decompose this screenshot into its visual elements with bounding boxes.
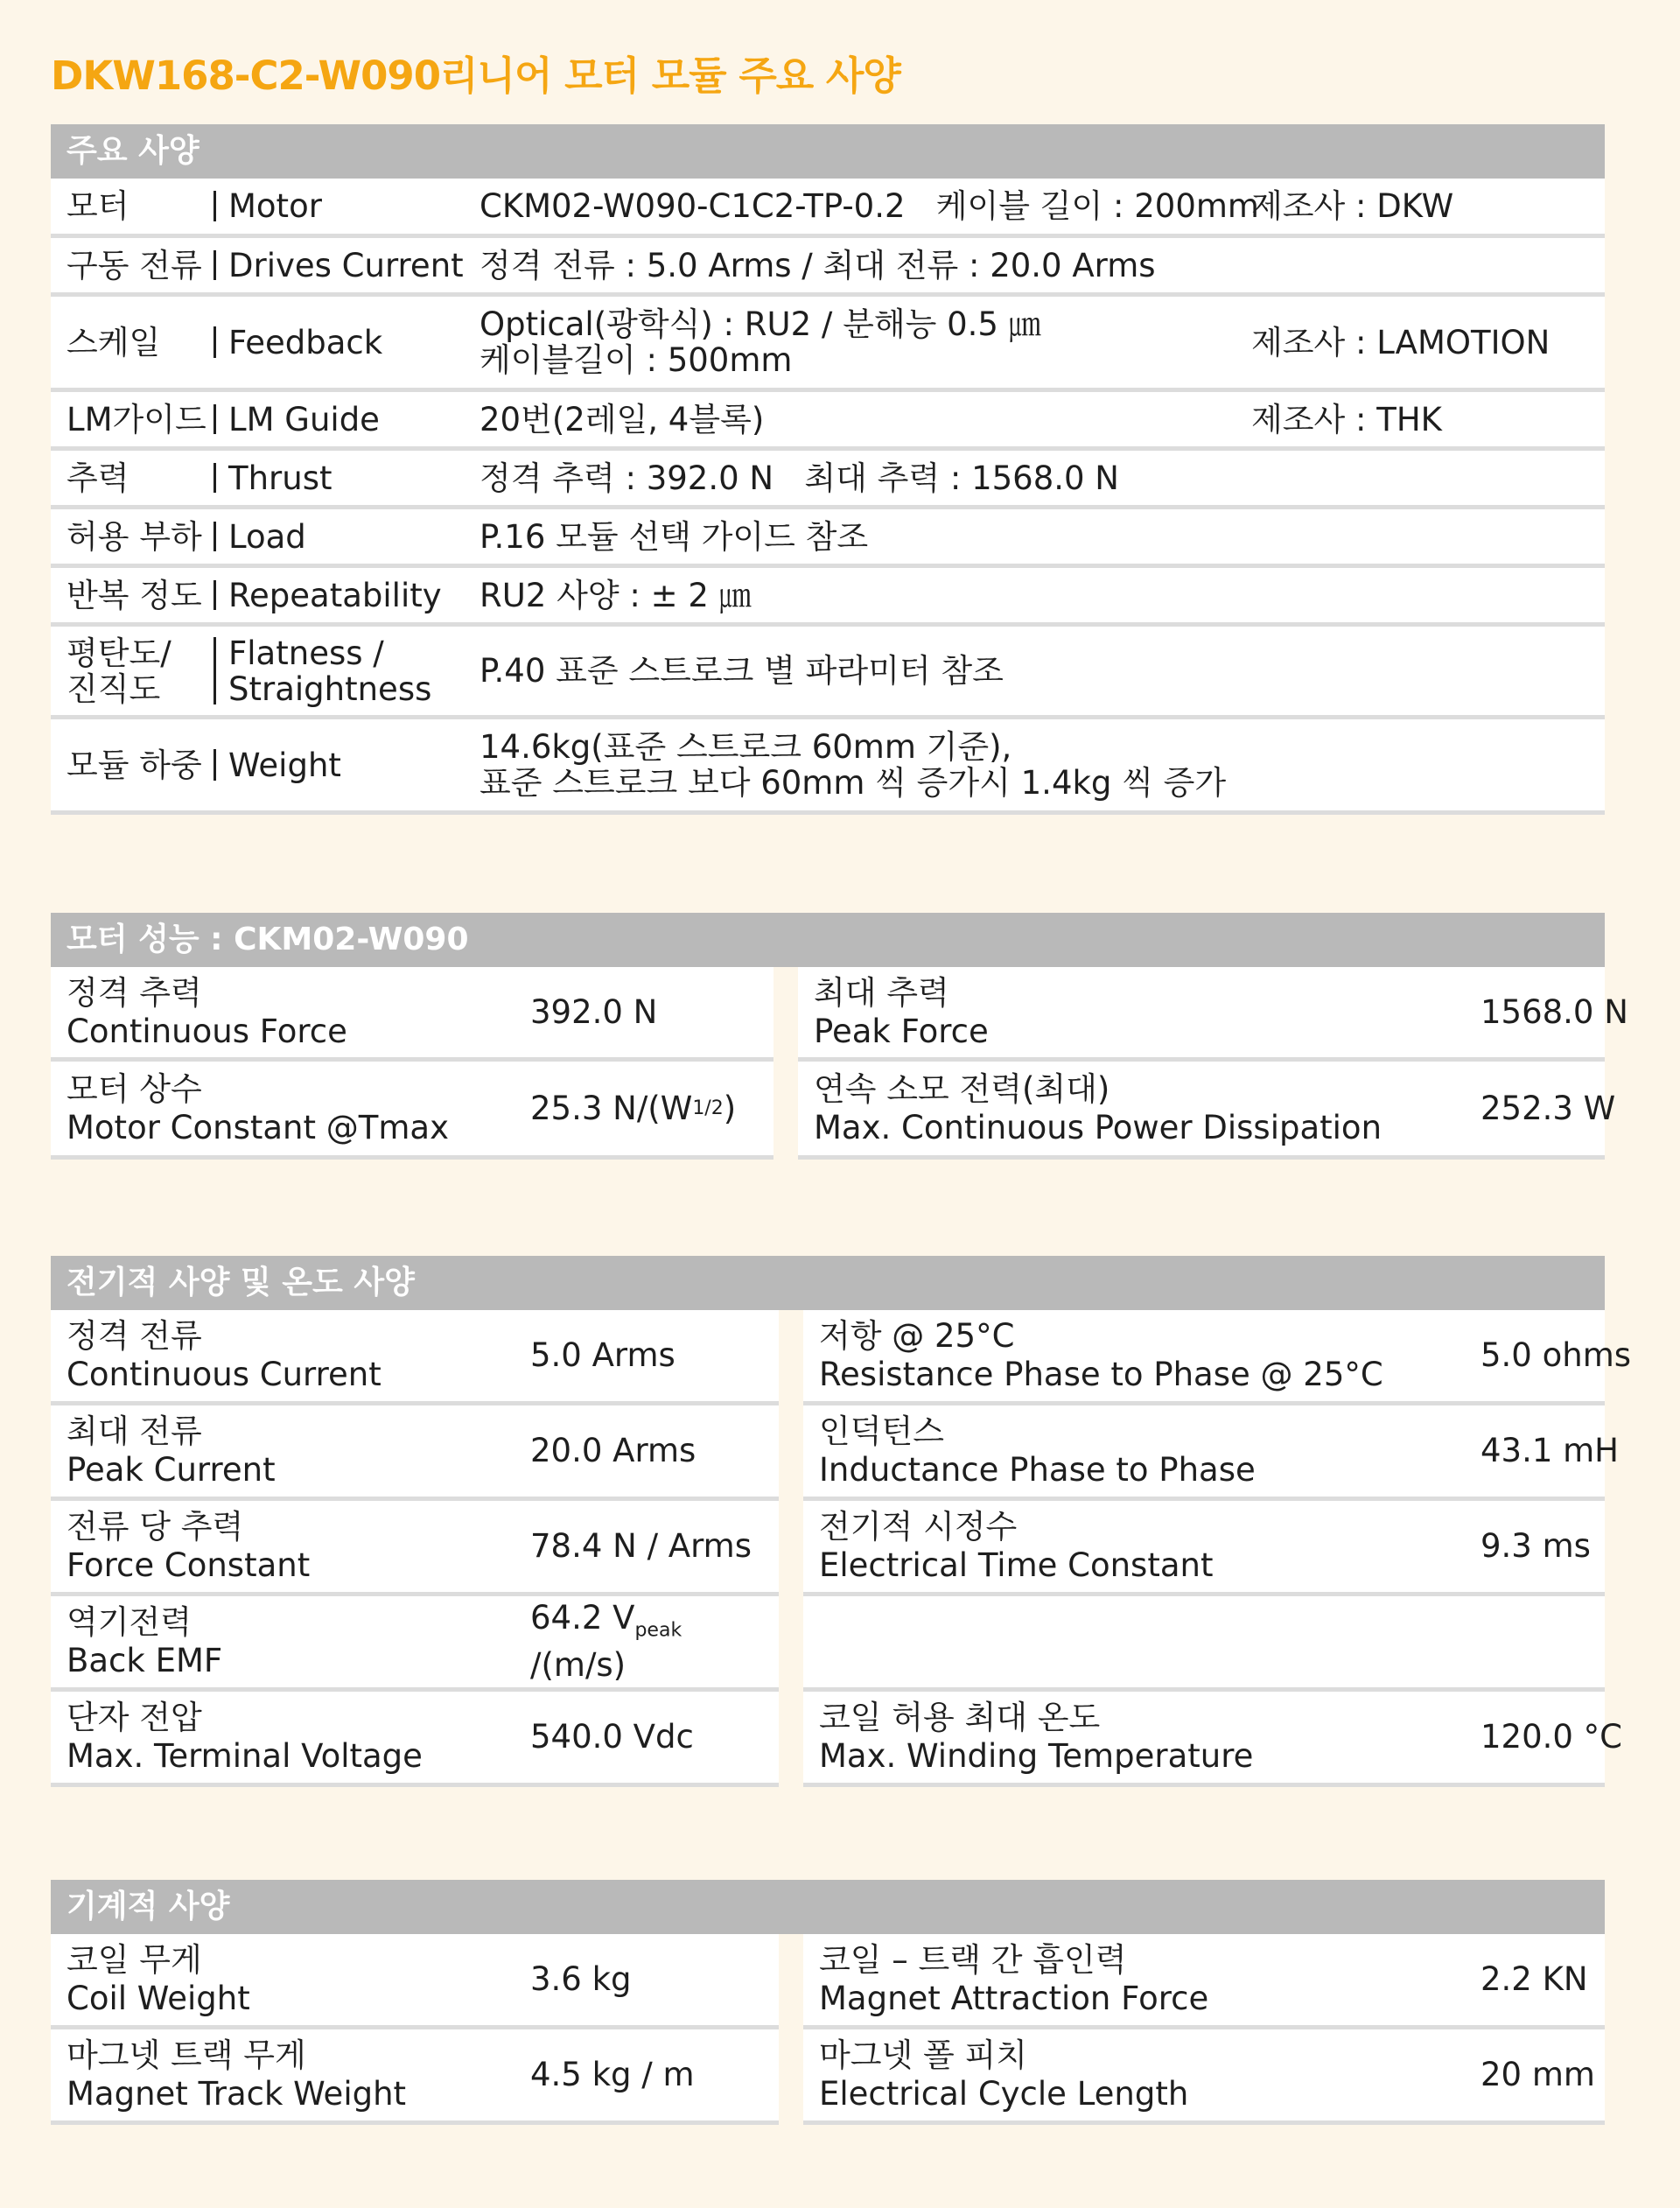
cell-label-ko: 저항 @ 25°C <box>819 1317 1015 1355</box>
spec-label-en: Feedback <box>214 326 482 358</box>
mech-cell-track-weight <box>51 2029 779 2125</box>
mech-cell-coil-weight <box>51 1934 779 2029</box>
spec-value: 14.6kg(표준 스트로크 60mm 기준), <box>480 728 1012 766</box>
cell-label-ko: 역기전력 <box>66 1603 192 1641</box>
cell-value: 120.0 °C <box>1480 1718 1623 1756</box>
cell-label-en: Resistance Phase to Phase @ 25°C <box>819 1356 1383 1393</box>
motor-performance-header: 모터 성능 : CKM02-W090 <box>51 913 1605 967</box>
spec-value: RU2 사양 : ± 2 ㎛ <box>480 576 752 614</box>
spec-row-thrust <box>51 451 1605 509</box>
main-spec-section <box>51 124 1605 815</box>
elec-cell-inductance <box>803 1405 1620 1501</box>
spec-value: 정격 전류 : 5.0 Arms / 최대 전류 : 20.0 Arms <box>480 246 1156 284</box>
mechanical-section <box>51 1880 1605 2125</box>
mech-cell-attraction-force <box>803 1934 1605 2029</box>
spec-value-line2: 케이블길이 : 500mm <box>480 341 793 379</box>
cell-label-en: Force Constant <box>66 1546 311 1584</box>
spec-row-feedback <box>51 297 1605 392</box>
spec-value: CKM02-W090-C1C2-TP-0.2 케이블 길이 : 200mm <box>480 187 1259 225</box>
cell-label-ko: 마그넷 폴 피치 <box>819 2036 1027 2074</box>
cell-value: 5.0 ohms <box>1480 1336 1632 1374</box>
cell-value: 9.3 ms <box>1480 1527 1591 1565</box>
cell-label-ko: 전류 당 추력 <box>66 1508 244 1546</box>
elec-cell-resistance <box>803 1310 1632 1405</box>
spec-label-en: Motor <box>214 191 482 221</box>
cell-value: 5.0 Arms <box>530 1336 676 1374</box>
cell-label-ko: 정격 추력 <box>66 973 202 1012</box>
cell-label-en: Inductance Phase to Phase <box>819 1451 1256 1489</box>
spec-value: 20번(2레일, 4블록) <box>480 400 765 438</box>
spec-maker: 제조사 : DKW <box>1251 187 1454 225</box>
cell-label-en: Continuous Force <box>66 1012 347 1050</box>
spec-row-flatness <box>51 627 1605 719</box>
cell-label-ko: 코일 허용 최대 온도 <box>819 1699 1101 1736</box>
cell-value: 252.3 W <box>1480 1089 1616 1127</box>
spec-row-motor <box>51 179 1605 238</box>
elec-cell-time-constant <box>803 1501 1605 1596</box>
cell-value: 43.1 mH <box>1480 1432 1620 1469</box>
mech-cell-cycle-length <box>803 2029 1605 2125</box>
spec-label-ko: 모터 <box>66 187 130 225</box>
spec-label-en: Weight <box>214 749 482 781</box>
spec-label-en: Drives Current <box>214 250 482 280</box>
mechanical-header: 기계적 사양 <box>51 1880 1605 1934</box>
cell-label-ko: 단자 전압 <box>66 1699 202 1736</box>
spec-row-weight <box>51 719 1605 815</box>
motor-cell-peak-force <box>798 967 1628 1062</box>
spec-row-drives-current <box>51 238 1605 297</box>
spec-value: P.40 표준 스트로크 별 파라미터 참조 <box>480 652 1004 690</box>
cell-label-ko: 최대 전류 <box>66 1412 202 1450</box>
cell-label-ko: 최대 추력 <box>814 973 949 1012</box>
cell-value: 3.6 kg <box>530 1960 632 1998</box>
motor-cell-power-dissipation <box>798 1062 1616 1160</box>
spec-label-ko: 모듈 하중 <box>66 746 202 784</box>
spec-value: 정격 추력 : 392.0 N 최대 추력 : 1568.0 N <box>480 459 1119 497</box>
cell-label-en: Coil Weight <box>66 1980 250 2017</box>
cell-label-en: Max. Winding Temperature <box>819 1737 1254 1775</box>
spec-row-load <box>51 509 1605 568</box>
cell-value-end: ) <box>723 1089 737 1127</box>
cell-value-sub: peak <box>634 1619 682 1642</box>
cell-value: 4.5 kg / m <box>530 2056 695 2093</box>
cell-label-en: Peak Force <box>814 1012 989 1050</box>
spec-value: P.16 모듈 선택 가이드 참조 <box>480 517 869 556</box>
spec-label-en: Repeatability <box>214 580 482 610</box>
elec-cell-continuous-current <box>51 1310 779 1405</box>
spec-label-ko-line2: 진직도 <box>66 669 161 708</box>
cell-label-ko: 정격 전류 <box>66 1317 202 1355</box>
cell-value: 78.4 N / Arms <box>530 1527 752 1565</box>
cell-label-en: Max. Terminal Voltage <box>66 1737 423 1775</box>
elec-cell-back-emf <box>51 1596 779 1692</box>
spec-label-ko: 스케일 <box>66 323 161 361</box>
cell-label-ko: 모터 상수 <box>66 1069 202 1108</box>
cell-value-line2: /(m/s) <box>530 1646 626 1685</box>
cell-label-en: Back EMF <box>66 1642 223 1679</box>
elec-cell-peak-current <box>51 1405 779 1501</box>
cell-label-en: Continuous Current <box>66 1356 382 1393</box>
cell-label-en: Electrical Time Constant <box>819 1546 1214 1584</box>
cell-label-en: Magnet Track Weight <box>66 2075 407 2113</box>
spec-label-ko: 구동 전류 <box>66 246 202 284</box>
elec-cell-terminal-voltage <box>51 1692 779 1787</box>
spec-label-en: Flatness / <box>228 634 384 672</box>
cell-label-ko: 전기적 시정수 <box>819 1508 1018 1546</box>
cell-value: 20 mm <box>1480 2056 1595 2093</box>
cell-label-en: Magnet Attraction Force <box>819 1980 1209 2017</box>
spec-label-en: Load <box>214 522 482 551</box>
spec-row-repeatability <box>51 568 1605 627</box>
page-title: DKW168-C2-W090리니어 모터 모듈 주요 사양 <box>51 53 900 99</box>
cell-value: 540.0 Vdc <box>530 1718 694 1756</box>
spec-label-en-line2: Straightness <box>228 669 432 708</box>
elec-cell-empty <box>803 1596 1605 1692</box>
elec-cell-force-constant <box>51 1501 779 1596</box>
spec-maker: 제조사 : THK <box>1251 400 1442 438</box>
spec-value: Optical(광학식) : RU2 / 분해능 0.5 ㎛ <box>480 305 1041 343</box>
cell-label-ko: 인덕턴스 <box>819 1412 944 1450</box>
cell-label-en: Peak Current <box>66 1451 276 1489</box>
spec-label-ko: LM가이드 <box>66 400 206 438</box>
main-spec-header: 주요 사양 <box>51 124 1605 179</box>
cell-label-ko: 코일 무게 <box>66 1941 202 1979</box>
motor-cell-motor-constant <box>51 1062 774 1160</box>
electrical-section <box>51 1256 1632 1787</box>
cell-value: 20.0 Arms <box>530 1432 696 1469</box>
cell-label-ko: 코일 – 트랙 간 흡인력 <box>819 1941 1127 1979</box>
cell-label-en: Motor Constant @Tmax <box>66 1108 449 1146</box>
motor-performance-section <box>51 913 1628 1160</box>
spec-label-ko: 추력 <box>66 459 130 497</box>
motor-cell-continuous-force <box>51 967 774 1062</box>
cell-label-ko: 연속 소모 전력(최대) <box>814 1069 1110 1108</box>
cell-label-ko: 마그넷 트랙 무게 <box>66 2036 306 2074</box>
cell-value: 25.3 N/(W <box>530 1089 693 1127</box>
cell-value: 2.2 KN <box>1480 1960 1588 1998</box>
spec-label-ko: 반복 정도 <box>66 576 202 614</box>
cell-label-en: Max. Continuous Power Dissipation <box>814 1108 1382 1146</box>
cell-value: 1568.0 N <box>1480 992 1628 1031</box>
spec-maker: 제조사 : LAMOTION <box>1251 323 1550 361</box>
spec-label-ko: 평탄도/ <box>66 634 172 672</box>
cell-value-sup: 1/2 <box>692 1097 724 1119</box>
spec-label-en: LM Guide <box>214 404 482 434</box>
cell-value: 64.2 V <box>530 1598 635 1637</box>
spec-row-lm-guide <box>51 392 1605 451</box>
cell-label-en: Electrical Cycle Length <box>819 2075 1189 2113</box>
spec-label-en: Thrust <box>214 463 482 493</box>
electrical-header: 전기적 사양 및 온도 사양 <box>51 1256 1605 1310</box>
cell-value: 392.0 N <box>530 992 658 1031</box>
spec-label-ko: 허용 부하 <box>66 517 202 556</box>
elec-cell-winding-temperature <box>803 1692 1623 1787</box>
spec-value-line2: 표준 스트로크 보다 60mm 씩 증가시 1.4kg 씩 증가 <box>480 764 1227 802</box>
